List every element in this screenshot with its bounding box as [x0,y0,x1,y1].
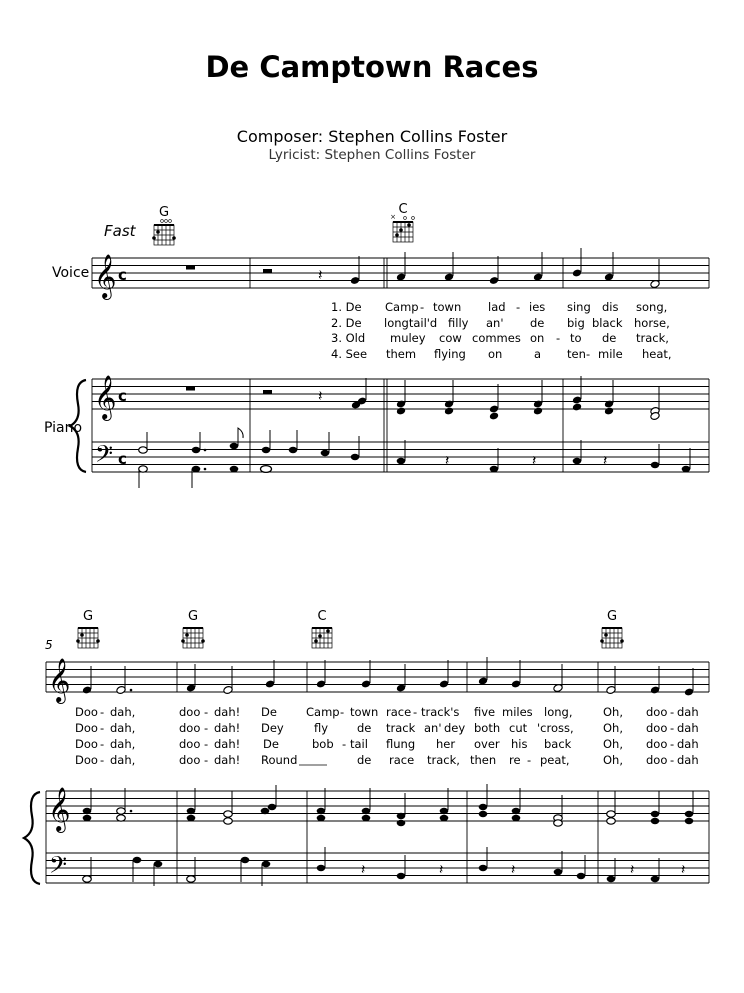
svg-text:-: - [100,737,105,751]
svg-text:3. Old: 3. Old [331,331,366,345]
svg-text:Dey: Dey [261,721,284,735]
svg-text:fly: fly [314,721,329,735]
piano-notes-1 [139,376,691,488]
svg-text:Doo: Doo [75,721,98,735]
svg-text:De: De [263,737,279,751]
svg-text:dah: dah [677,721,699,735]
svg-text:Doo: Doo [75,737,98,751]
svg-text:Oh,: Oh, [603,753,623,767]
svg-text:doo: doo [646,705,668,719]
treble-clef: 𝄞 [94,254,117,298]
svg-text:an': an' [486,316,504,330]
svg-text:dah: dah [677,753,699,767]
svg-text:-: - [342,737,347,751]
treble-clef: 𝄞 [48,787,71,831]
svg-text:cow: cow [439,331,462,345]
measure-number: 5 [45,638,53,652]
svg-text:doo: doo [179,737,201,751]
svg-text:×: × [390,213,396,221]
svg-text:de: de [530,316,545,330]
svg-text:doo: doo [179,721,201,735]
svg-text:-: - [100,721,105,735]
lyricist-credit: Lyricist: Stephen Collins Foster [268,147,476,163]
svg-text:song,: song, [636,300,668,314]
svg-text:commes: commes [472,331,521,345]
svg-text:tail: tail [350,737,368,751]
svg-text:dis: dis [602,300,619,314]
svg-text:Oh,: Oh, [603,737,623,751]
voice-label: Voice [52,265,90,281]
chord-diagram-g [152,205,176,245]
svg-text:re: re [509,753,521,767]
svg-text:-: - [204,737,209,751]
svg-text:dah,: dah, [110,753,136,767]
svg-text:dah!: dah! [214,753,241,767]
svg-text:a: a [534,347,542,361]
svg-text:miles: miles [502,705,533,719]
svg-text:on: on [488,347,503,361]
svg-text:Oh,: Oh, [603,721,623,735]
piano-staff-2 [46,791,709,883]
svg-text:2. De: 2. De [331,316,362,330]
svg-text:cut: cut [509,721,528,735]
svg-text:town: town [350,705,379,719]
svg-text:Doo: Doo [75,705,98,719]
bass-clef: 𝄢 [95,440,114,473]
rest [263,269,272,273]
svg-text:-: - [204,721,209,735]
svg-text:-: - [516,300,521,314]
svg-text:dah,: dah, [110,721,136,735]
treble-clef: 𝄞 [48,658,71,702]
svg-text:De: De [261,705,277,719]
svg-text:-: - [413,705,418,719]
svg-text:1. De: 1. De [331,300,362,314]
chord-diagrams-2 [76,609,624,648]
svg-text:𝄽: 𝄽 [361,862,366,878]
time-signature: c [118,387,127,405]
svg-text:dah,: dah, [110,705,136,719]
svg-text:an': an' [424,721,442,735]
svg-text:de: de [357,753,372,767]
svg-text:𝄽: 𝄽 [681,862,686,878]
svg-text:-: - [556,331,561,345]
svg-text:-: - [527,753,532,767]
rest: 𝄽 [318,387,323,405]
voice-staff-1 [92,258,709,288]
voice-notes-1 [350,248,660,288]
svg-text:𝄽: 𝄽 [603,453,608,469]
svg-text:G: G [82,609,94,624]
svg-text:𝄽: 𝄽 [630,862,635,878]
svg-text:ten: ten [567,347,586,361]
time-signature: c [118,450,127,468]
svg-text:Camp: Camp [306,705,340,719]
svg-text:ies: ies [529,300,546,314]
svg-text:-: - [204,705,209,719]
rest: 𝄽 [318,266,323,284]
svg-text:town: town [433,300,462,314]
svg-text:on: on [530,331,545,345]
composer-credit: Composer: Stephen Collins Foster [236,127,508,146]
svg-text:his: his [511,737,528,751]
rest [186,387,195,391]
song-title: De Camptown Races [205,50,539,84]
svg-text:-: - [420,300,425,314]
svg-text:Camp: Camp [385,300,419,314]
lyrics-system-1 [331,300,672,361]
svg-text:sing: sing [567,300,591,314]
svg-text:-: - [670,721,675,735]
chord-name: G [158,205,170,220]
svg-text:C: C [317,609,327,624]
svg-text:4. See: 4. See [331,347,368,361]
svg-text:-: - [670,705,675,719]
svg-text:-: - [586,347,591,361]
svg-text:horse,: horse, [634,316,670,330]
svg-text:back: back [544,737,572,751]
svg-text:'cross,: 'cross, [537,721,574,735]
svg-text:peat,: peat, [540,753,570,767]
svg-text:dah: dah [677,737,699,751]
svg-text:muley: muley [390,331,426,345]
svg-text:flying: flying [434,347,466,361]
svg-text:doo: doo [179,753,201,767]
svg-text:G: G [606,609,618,624]
svg-text:over: over [474,737,500,751]
svg-text:flung: flung [386,737,416,751]
svg-text:Round: Round [261,753,298,767]
rest [186,266,195,270]
time-signature: c [118,266,127,284]
svg-text:then: then [470,753,497,767]
svg-text:doo: doo [646,721,668,735]
svg-text:𝄽: 𝄽 [445,453,450,469]
svg-text:mile: mile [598,347,623,361]
chord-name: C [398,202,408,217]
svg-text:track,: track, [427,753,460,767]
svg-text:doo: doo [646,737,668,751]
svg-text:big: big [567,316,585,330]
svg-text:five: five [474,705,496,719]
lyrics-system-2 [75,705,699,767]
svg-text:G: G [187,609,199,624]
svg-text:track,: track, [636,331,669,345]
svg-text:𝄽: 𝄽 [439,862,444,878]
svg-text:to: to [570,331,582,345]
svg-text:-: - [100,753,105,767]
svg-text:-: - [100,705,105,719]
svg-text:-: - [204,753,209,767]
svg-text:race: race [386,705,412,719]
svg-text:her: her [436,737,456,751]
svg-text:track's: track's [421,705,460,719]
svg-text:dah,: dah, [110,737,136,751]
svg-text:race: race [389,753,415,767]
svg-text:them: them [386,347,417,361]
svg-text:doo: doo [646,753,668,767]
svg-text:𝄽: 𝄽 [532,453,537,469]
svg-text:Oh,: Oh, [603,705,623,719]
svg-text:dah!: dah! [214,737,241,751]
svg-text:filly: filly [448,316,469,330]
svg-text:bob: bob [312,737,334,751]
svg-text:𝄽: 𝄽 [511,862,516,878]
tempo-marking: Fast [104,222,136,240]
svg-text:dey: dey [444,721,466,735]
svg-text:both: both [474,721,501,735]
svg-text:-: - [670,737,675,751]
svg-text:heat,: heat, [642,347,672,361]
svg-text:de: de [602,331,617,345]
svg-text:de: de [357,721,372,735]
treble-clef: 𝄞 [94,375,117,419]
bass-clef: 𝄢 [49,851,68,884]
svg-text:dah: dah [677,705,699,719]
svg-text:-: - [340,705,345,719]
svg-text:track: track [386,721,416,735]
piano-label: Piano [44,420,83,436]
svg-text:Doo: Doo [75,753,98,767]
svg-text:dah!: dah! [214,721,241,735]
svg-text:long,: long, [544,705,573,719]
svg-text:longtail'd: longtail'd [384,316,438,330]
piano-notes-2 [83,784,694,886]
svg-text:doo: doo [179,705,201,719]
svg-text:lad: lad [488,300,506,314]
svg-text:-: - [670,753,675,767]
rest [263,390,272,394]
chord-diagram-c [390,202,414,242]
piano-brace [24,792,40,884]
svg-text:dah!: dah! [214,705,241,719]
svg-text:black: black [592,316,623,330]
